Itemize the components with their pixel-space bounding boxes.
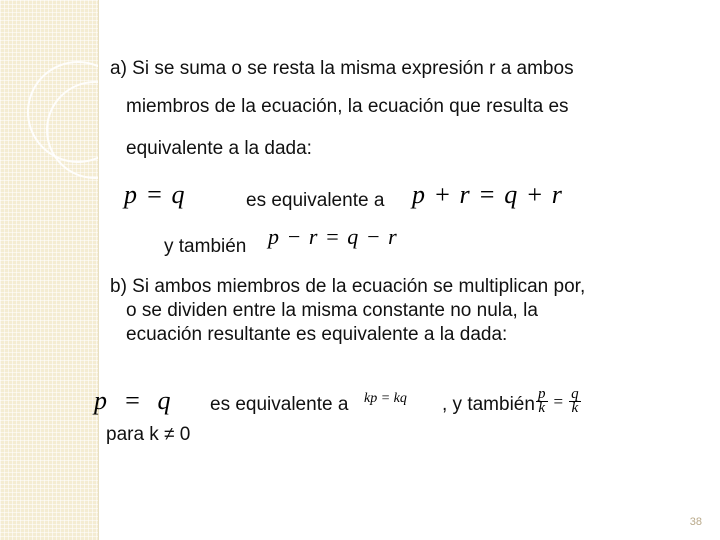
fraction-q-denominator: k xyxy=(571,400,579,416)
item-b-also-label: , y también xyxy=(442,394,535,415)
formula-p-minus-r: p − r = q − r xyxy=(268,224,398,249)
formula-p-equals-q: p = q xyxy=(124,180,186,209)
fraction-q-numerator: q xyxy=(571,386,579,402)
formula-kp-equals-kq: kp = kq xyxy=(364,391,407,406)
item-a-line-1: a) Si se suma o se resta la misma expresión r a ambos xyxy=(110,58,574,79)
item-a-line-2: miembros de la ecuación, la ecuación que resulta es xyxy=(126,96,569,117)
fraction-p-numerator: p xyxy=(538,386,546,402)
decorative-sidebar xyxy=(0,0,99,540)
item-a-connector: es equivalente a xyxy=(246,190,385,211)
fraction-equals: = xyxy=(553,391,564,411)
item-a-line-3: equivalente a la dada: xyxy=(126,138,312,159)
formula-b-p-equals-q: p = q xyxy=(94,386,176,415)
item-b-line-3: ecuación resultante es equivalente a la dada: xyxy=(126,324,508,345)
item-b-line-1: b) Si ambos miembros de la ecuación se multiplican por, xyxy=(110,276,586,297)
decorative-rings xyxy=(0,0,98,540)
item-b-condition: para k ≠ 0 xyxy=(106,424,191,445)
fraction-q-over-k xyxy=(569,388,581,415)
fraction-p-denominator: k xyxy=(538,400,546,416)
formula-fraction xyxy=(536,388,581,415)
fraction-p-over-k xyxy=(536,388,548,415)
item-b-line-2: o se dividen entre la misma constante no nula, la xyxy=(126,300,538,321)
formula-p-plus-r: p + r = q + r xyxy=(412,180,563,209)
item-a-also-label: y también xyxy=(164,236,247,257)
page-number: 38 xyxy=(689,516,702,528)
item-b-connector: es equivalente a xyxy=(210,394,349,415)
